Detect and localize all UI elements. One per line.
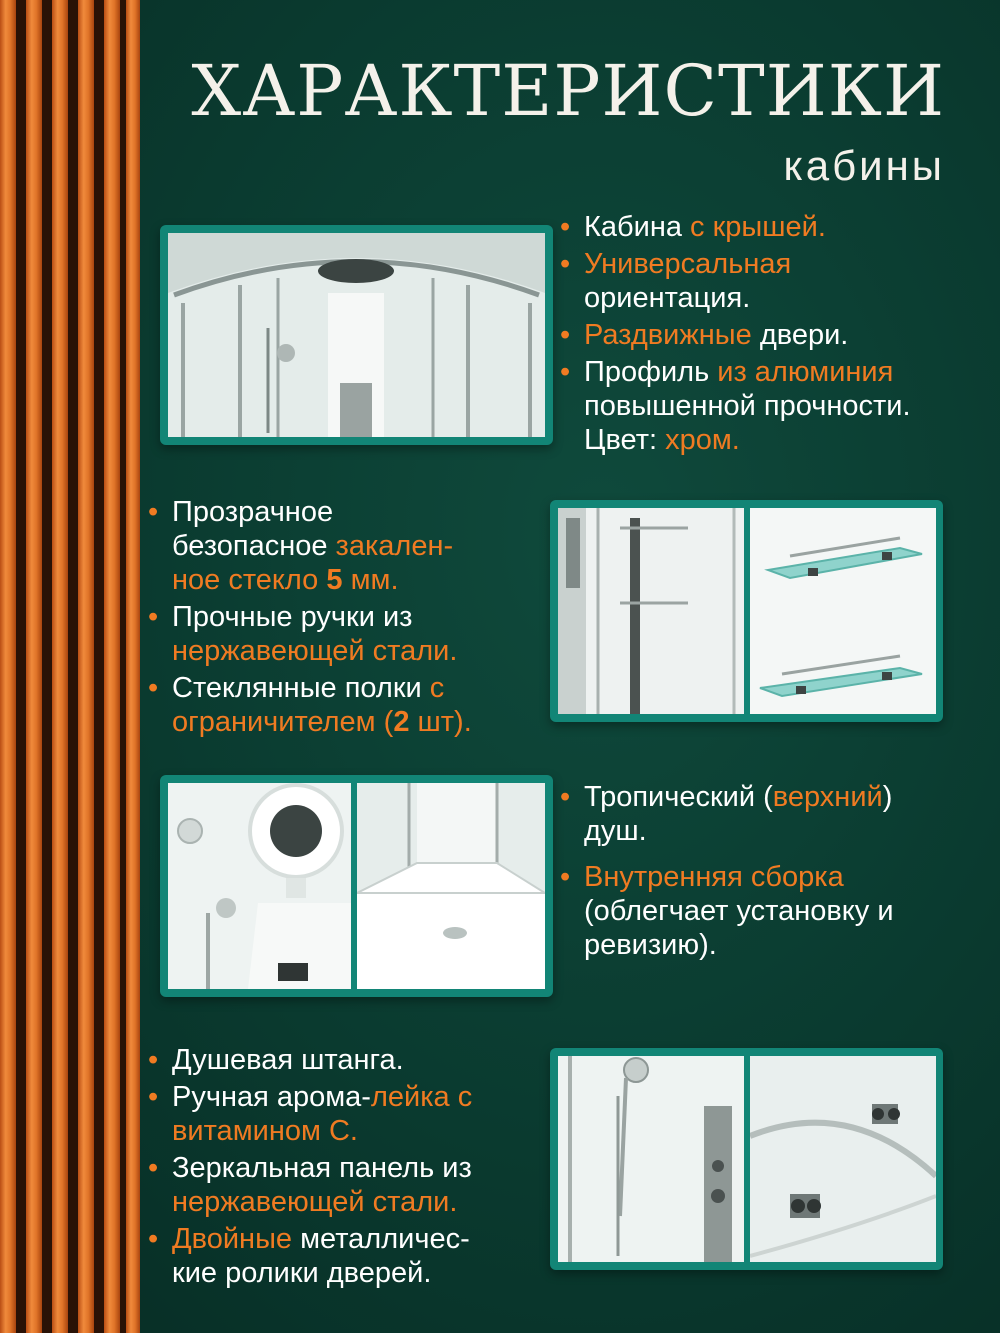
accessories-list <box>148 1043 548 1293</box>
list-item: • Прозрачное безопасное закален- ное стекло 5 мм. <box>148 495 548 597</box>
list-item: • Профиль из алюминия повышенной прочности. Цвет: хром. <box>560 355 980 457</box>
list-item: • Душевая штанга. <box>148 1043 548 1077</box>
list-item: • Внутренняя сборка (облегчает установку и ревизию). <box>560 860 980 962</box>
door-handle-photo <box>558 508 744 714</box>
glass-shelf-photo <box>750 508 936 714</box>
shower-rail-photo <box>558 1056 744 1262</box>
list-item: • Зеркальная панель из нержавеющей стали. <box>148 1151 548 1219</box>
accessories-photo-frame <box>550 1048 943 1270</box>
list-item: • Ручная арома-лейка с витамином С. <box>148 1080 548 1148</box>
list-item: • Двойные металличес- кие ролики дверей. <box>148 1222 548 1290</box>
glass-photo-frame <box>550 500 943 722</box>
shower-cabin-photo <box>168 233 545 437</box>
list-item: • Прочные ручки из нержавеющей стали. <box>148 600 548 668</box>
wood-slat-panel <box>0 0 140 1333</box>
tropical-shower-photo <box>168 783 351 989</box>
list-item: • Тропический (верхний) душ. <box>560 780 980 848</box>
door-rollers-photo <box>750 1056 936 1262</box>
shower-photo-frame <box>160 775 553 997</box>
page-subtitle: кабины <box>783 142 945 189</box>
page-title: ХАРАКТЕРИСТИКИ <box>191 50 945 132</box>
list-item: • Раздвижные двери. <box>560 318 980 352</box>
list-item: • Кабина с крышей. <box>560 210 980 244</box>
list-item: • Стеклянные полки с ограничителем (2 шт). <box>148 671 548 739</box>
cabin-photo-frame <box>160 225 553 445</box>
list-item: • Универсальная ориентация. <box>560 247 980 315</box>
cabin-features-list <box>560 210 980 460</box>
shower-tray-photo <box>357 783 545 989</box>
glass-features-list <box>148 495 548 742</box>
shower-features-list <box>560 780 980 965</box>
